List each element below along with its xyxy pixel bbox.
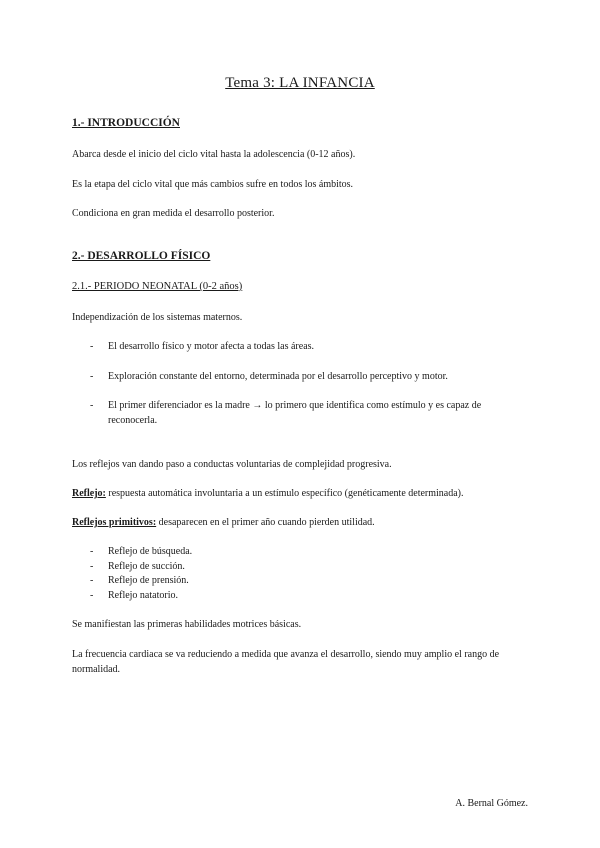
bullet-dash: - [90, 546, 94, 557]
bullet-dash: - [90, 341, 94, 352]
paragraph: Se manifiestan las primeras habilidades motrices básicas. [72, 619, 302, 630]
bullet-item [90, 398, 530, 428]
paragraph: Abarca desde el inicio del ciclo vital hasta la adolescencia (0-12 años). [72, 149, 356, 160]
definition-reflejos-primitivos [72, 515, 532, 530]
subsection-heading-periodo-neonatal: 2.1.- PERIODO NEONATAL (0-2 años) [72, 281, 243, 292]
section-heading-introduccion: 1.- INTRODUCCIÓN [72, 117, 180, 129]
bullet-dash: - [90, 590, 94, 601]
paragraph: Es la etapa del ciclo vital que más cambios sufre en todos los ámbitos. [72, 179, 354, 190]
bullet-text: Exploración constante del entorno, determinada por el desarrollo perceptivo y motor. [108, 371, 448, 382]
page-title: Tema 3: LA INFANCIA [225, 75, 375, 91]
bullet-dash: - [90, 561, 94, 572]
bullet-text: El desarrollo físico y motor afecta a todas las áreas. [108, 341, 315, 352]
definition-reflejo [72, 486, 532, 501]
paragraph: Independización de los sistemas maternos. [72, 312, 243, 323]
definition-text: desaparecen en el primer año cuando pierden utilidad. [156, 517, 375, 528]
bullet-item [90, 339, 530, 354]
bullet-item [90, 369, 530, 384]
section-heading-desarrollo-fisico: 2.- DESARROLLO FÍSICO [72, 250, 211, 262]
list-item-text: Reflejo de succión. [108, 561, 185, 572]
bullet-dash: - [90, 371, 94, 382]
list-item-text: Reflejo natatorio. [108, 590, 178, 601]
list-item-text: Reflejo de búsqueda. [108, 546, 193, 557]
paragraph: Los reflejos van dando paso a conductas voluntarias de complejidad progresiva. [72, 459, 392, 470]
bullet-text: El primer diferenciador es la madre → lo primero que identifica como estímulo y es capaz de reconocerla. [108, 400, 482, 426]
list-item-text: Reflejo de prensión. [108, 575, 189, 586]
list-item [90, 588, 530, 603]
bullet-dash: - [90, 575, 94, 586]
paragraph: Condiciona en gran medida el desarrollo posterior. [72, 208, 275, 219]
author-signature: A. Bernal Gómez. [455, 798, 528, 809]
paragraph: La frecuencia cardiaca se va reduciendo a medida que avanza el desarrollo, siendo muy amplio el rango de normalidad. [72, 649, 500, 675]
bullet-dash: - [90, 400, 94, 411]
list-item [90, 559, 530, 574]
term-reflejo: Reflejo: [72, 488, 106, 499]
definition-text: respuesta automática involuntaria a un estímulo específico (genéticamente determinada). [105, 488, 464, 499]
term-reflejos-primitivos: Reflejos primitivos: [72, 517, 157, 528]
list-item [90, 573, 530, 588]
list-item [90, 544, 530, 559]
